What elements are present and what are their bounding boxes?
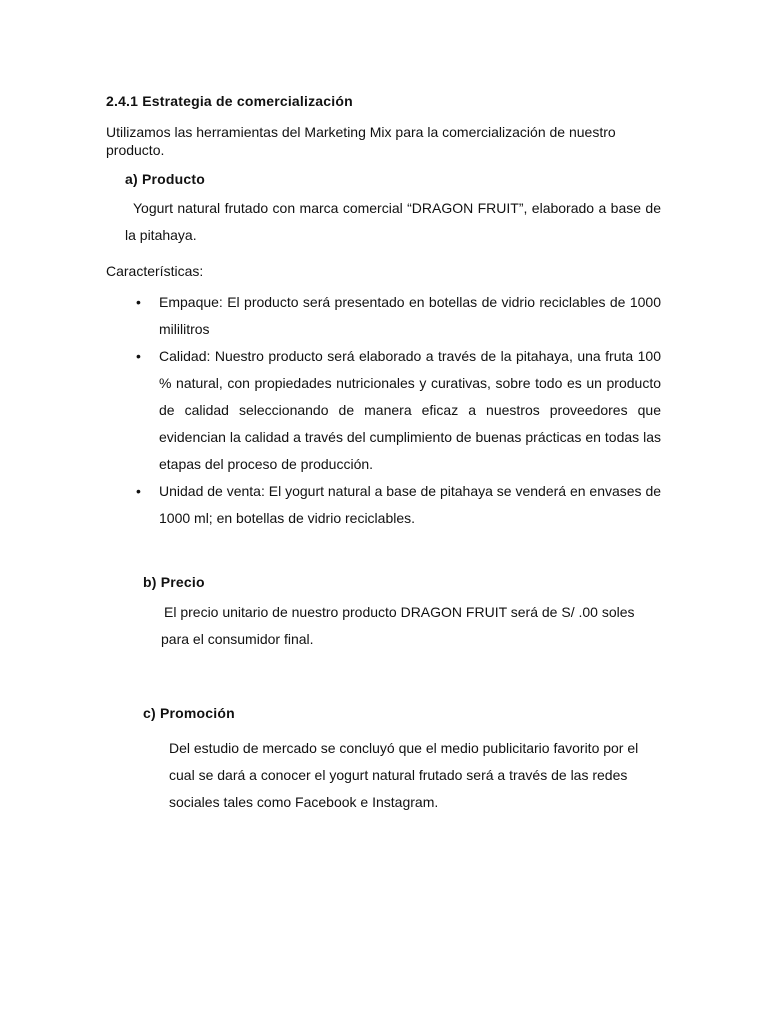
list-item-text: Empaque: El producto será presentado en botellas de vidrio reciclables de 1000 mililitros <box>159 294 661 337</box>
section-title: 2.4.1 Estrategia de comercialización <box>106 93 353 109</box>
list-item <box>136 343 661 478</box>
list-item-text: Calidad: Nuestro producto será elaborado a través de la pitahaya, una fruta 100 % natural, con propiedades nutricionales y curativas, sobre todo es un producto de calidad seleccionando de manera eficaz a nuestros proveedores que evidencian la calidad a través del cumplimiento de buenas prácticas en todas las etapas del proceso de producción. <box>159 348 661 472</box>
intro-paragraph: Utilizamos las herramientas del Marketing Mix para la comercialización de nuestro producto. <box>106 124 616 158</box>
promotion-heading: c) Promoción <box>143 705 235 721</box>
list-item <box>136 289 661 343</box>
bullet-icon: • <box>136 483 141 499</box>
promotion-description: Del estudio de mercado se concluyó que el medio publicitario favorito por el cual se dará a conocer el yogurt natural frutado será a través de las redes sociales tales como Facebook e Instagram. <box>169 740 639 810</box>
price-description: El precio unitario de nuestro producto DRAGON FRUIT será de S/ .00 soles para el consumidor final. <box>161 604 635 647</box>
bullet-icon: • <box>136 348 141 364</box>
bullet-icon: • <box>136 294 141 310</box>
price-heading: b) Precio <box>143 574 205 590</box>
product-description: Yogurt natural frutado con marca comercial “DRAGON FRUIT”, elaborado a base de la pitahaya. <box>125 200 661 243</box>
characteristics-list <box>136 289 662 532</box>
list-item-text: Unidad de venta: El yogurt natural a base de pitahaya se venderá en envases de 1000 ml; en botellas de vidrio reciclables. <box>159 483 662 526</box>
product-heading: a) Producto <box>125 171 205 187</box>
characteristics-label: Características: <box>106 263 204 279</box>
list-item <box>136 478 662 532</box>
